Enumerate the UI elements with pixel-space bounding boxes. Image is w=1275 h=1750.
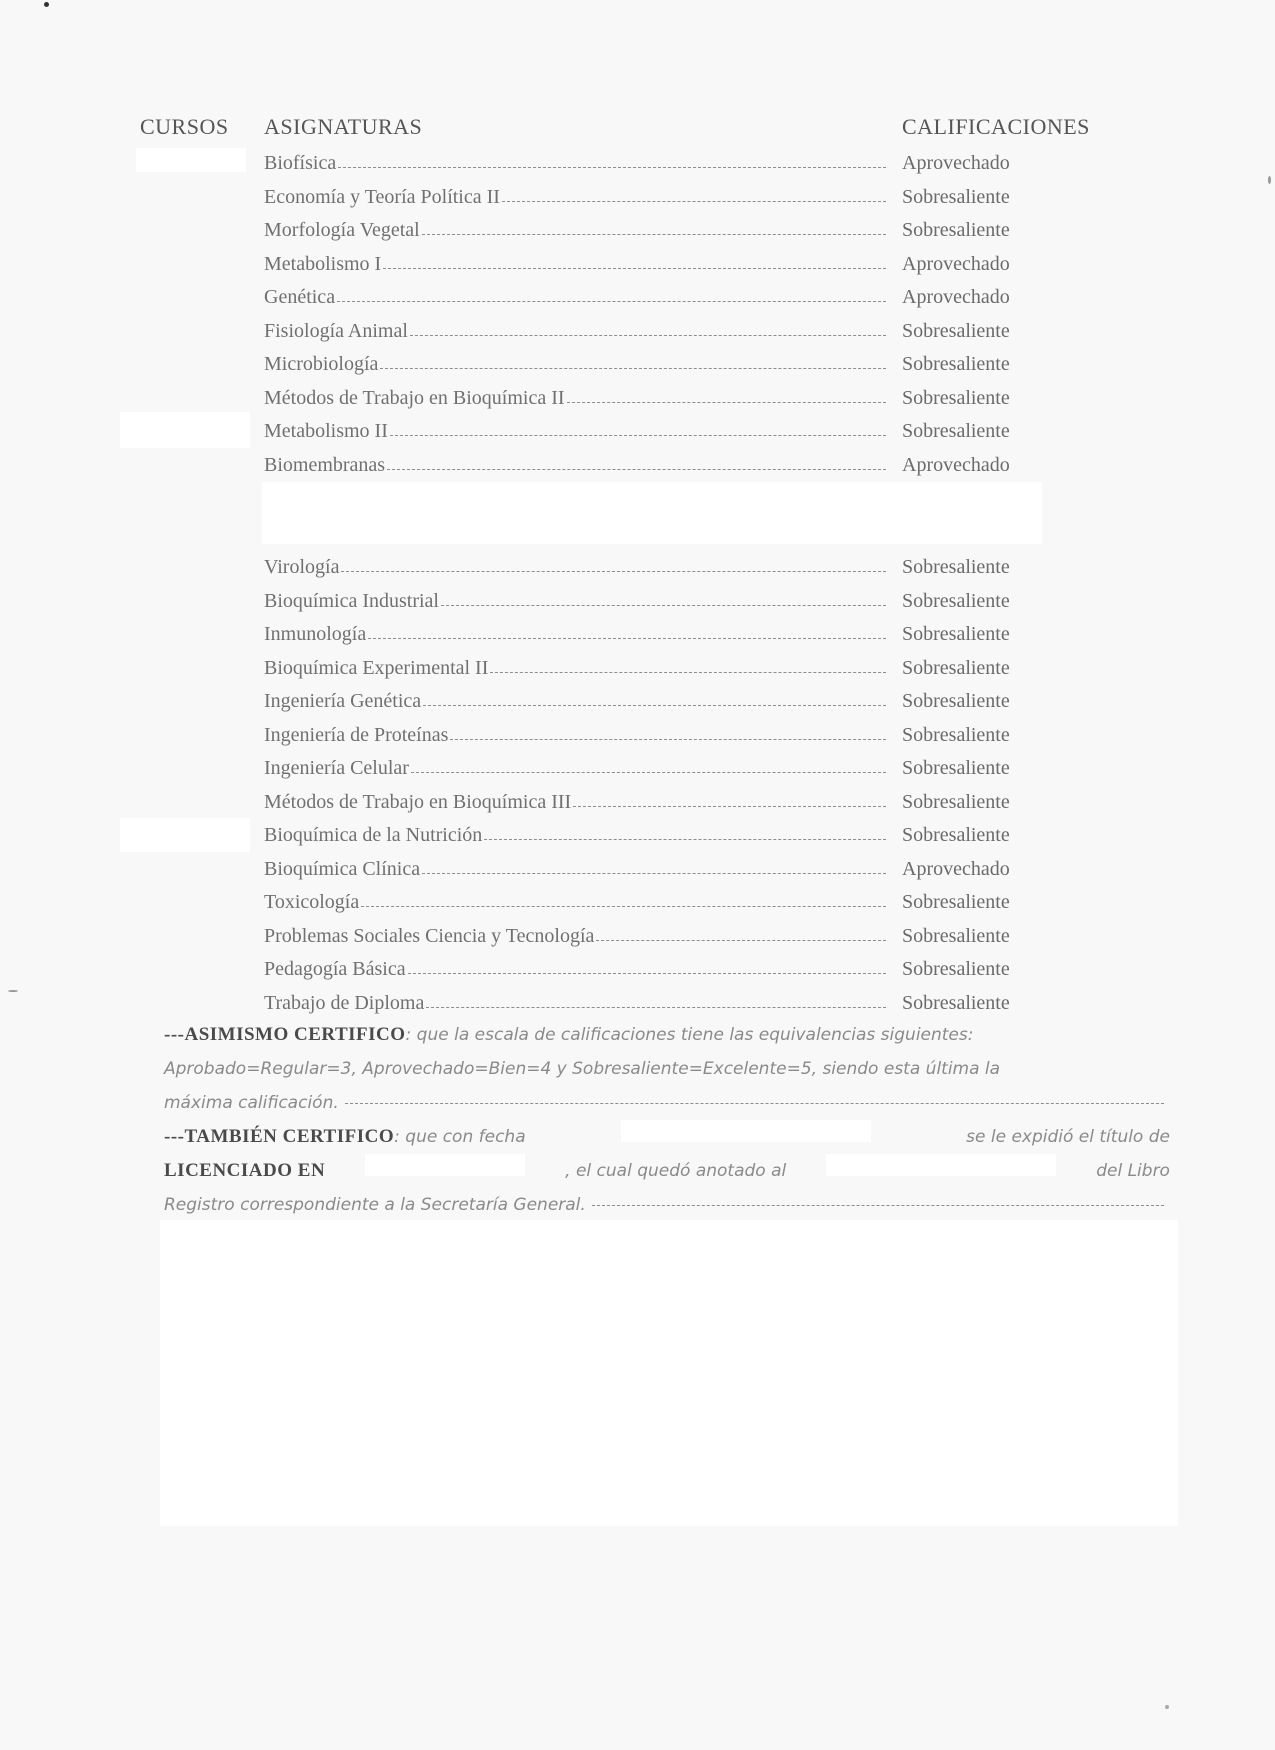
subject-grade: Sobresaliente (902, 386, 1010, 409)
subject-name: Fisiología Animal (264, 319, 408, 342)
subject-row (264, 219, 1064, 245)
header-calificaciones: CALIFICACIONES (902, 114, 1090, 139)
dash-leader (567, 402, 886, 403)
subject-row (264, 657, 1064, 683)
dash-leader (596, 940, 886, 941)
asimismo-prefix: --- (164, 1024, 185, 1045)
scan-speck (44, 2, 49, 7)
dash-leader (410, 335, 886, 336)
subject-grade: Aprovechado (902, 453, 1010, 476)
subject-name: Bioquímica Industrial (264, 589, 439, 612)
subject-name: Microbiología (264, 353, 379, 375)
subject-row (264, 623, 1064, 649)
subject-name: Pedagogía Básica (264, 958, 406, 980)
subject-row (264, 791, 1064, 817)
subject-name: Biofísica (264, 152, 337, 174)
subject-grade: Aprovechado (902, 152, 1010, 174)
subject-row (264, 353, 1064, 379)
subject-grade: Sobresaliente (902, 219, 1010, 241)
dash-leader (380, 368, 886, 369)
redacted-folio (826, 1154, 1056, 1176)
subject-row (264, 152, 1064, 178)
subject-name: Bioquímica Experimental II (264, 656, 489, 679)
licenciado-label: LICENCIADO EN (164, 1160, 326, 1181)
subject-row (264, 992, 1064, 1018)
subject-grade: Sobresaliente (902, 589, 1010, 612)
redacted-block (120, 818, 250, 852)
tambien-label: TAMBIÉN CERTIFICO (184, 1126, 395, 1147)
dash-leader (490, 672, 886, 673)
subject-grade: Sobresaliente (902, 656, 1010, 679)
tambien-paragraph (164, 1120, 1170, 1222)
redacted-block (262, 482, 1042, 544)
dash-leader (368, 638, 886, 639)
subject-row (264, 590, 1064, 616)
subject-name: Ingeniería Genética (264, 690, 422, 712)
subject-name: Toxicología (264, 891, 360, 913)
asimismo-text-2: Aprobado=Regular=3, Aprovechado=Bien=4 y Sobresaliente=Excelente=5, siendo esta última la (164, 1059, 1001, 1079)
dash-leader (338, 167, 886, 168)
subject-grade: Sobresaliente (902, 319, 1010, 342)
subject-name: Bioquímica de la Nutrición (264, 824, 483, 846)
redacted-date (621, 1120, 871, 1142)
dash-leader (422, 234, 886, 235)
subject-name: Trabajo de Diploma (264, 991, 425, 1014)
subject-row (264, 454, 1064, 480)
subject-name: Virología (264, 556, 340, 578)
subject-name: Metabolismo II (264, 420, 388, 442)
dash-leader (387, 469, 886, 470)
subject-row (264, 320, 1064, 346)
scan-speck (8, 990, 18, 992)
registro-text: Registro correspondiente a la Secretaría General. (164, 1195, 586, 1215)
subject-row (264, 925, 1064, 951)
asimismo-text-3: máxima calificación. (164, 1093, 339, 1113)
subject-row (264, 253, 1064, 279)
subject-name: Metabolismo I (264, 252, 382, 275)
subject-row (264, 757, 1064, 783)
subject-name: Ingeniería Celular (264, 757, 409, 779)
subject-name: Genética (264, 286, 336, 308)
redacted-block (136, 148, 246, 172)
subject-grade: Sobresaliente (902, 353, 1010, 375)
licenciado-text-2: del Libro (1096, 1161, 1170, 1181)
subject-row (264, 891, 1064, 917)
asimismo-paragraph (164, 1018, 1170, 1120)
dash-leader (573, 806, 886, 807)
header-cursos: CURSOS (140, 114, 229, 139)
subject-grade: Sobresaliente (902, 723, 1010, 746)
tambien-text-2: se le expidió el título de (966, 1127, 1170, 1147)
dash-leader (411, 772, 886, 773)
subject-name: Inmunología (264, 623, 367, 645)
dash-leader (341, 571, 886, 572)
dash-leader (502, 201, 886, 202)
subject-row (264, 186, 1064, 212)
subject-grade: Aprovechado (902, 857, 1010, 880)
subject-name: Ingeniería de Proteínas (264, 723, 449, 746)
dash-leader (390, 435, 886, 436)
dash-leader (450, 739, 886, 740)
subject-grade: Sobresaliente (902, 891, 1010, 913)
dash-leader (337, 301, 886, 302)
subject-name: Bioquímica Clínica (264, 857, 421, 880)
subject-grade: Sobresaliente (902, 623, 1010, 645)
subject-grade: Sobresaliente (902, 185, 1010, 208)
subject-row (264, 958, 1064, 984)
asimismo-text-1: : que la escala de calificaciones tiene las equivalencias siguientes: (405, 1025, 974, 1045)
subject-row (264, 420, 1064, 446)
subject-grade: Sobresaliente (902, 690, 1010, 712)
subject-name: Problemas Sociales Ciencia y Tecnología (264, 924, 595, 947)
subject-grade: Sobresaliente (902, 958, 1010, 980)
dash-leader (423, 705, 886, 706)
dash-leader (345, 1103, 1164, 1104)
dash-leader (441, 605, 886, 606)
header-asignaturas: ASIGNATURAS (264, 114, 423, 139)
subject-grade: Sobresaliente (902, 556, 1010, 578)
scan-speck (1165, 1705, 1169, 1709)
subject-row (264, 690, 1064, 716)
subject-grade: Sobresaliente (902, 790, 1010, 813)
dash-leader (484, 839, 886, 840)
subject-grade: Aprovechado (902, 252, 1010, 275)
subject-row (264, 824, 1064, 850)
asimismo-label: ASIMISMO CERTIFICO (184, 1024, 406, 1045)
subject-row (264, 387, 1064, 413)
subject-name: Economía y Teoría Política II (264, 185, 500, 208)
dash-leader (592, 1205, 1164, 1206)
subject-name: Métodos de Trabajo en Bioquímica III (264, 790, 572, 813)
subject-grade: Sobresaliente (902, 991, 1010, 1014)
redacted-block (160, 1220, 1178, 1526)
subject-name: Morfología Vegetal (264, 219, 420, 241)
subject-grade: Sobresaliente (902, 924, 1010, 947)
subject-row (264, 724, 1064, 750)
tambien-prefix: --- (164, 1126, 185, 1147)
dash-leader (361, 906, 886, 907)
redacted-degree (365, 1154, 525, 1176)
licenciado-text-1: , el cual quedó anotado al (565, 1161, 787, 1181)
tambien-text-1: : que con fecha (394, 1127, 526, 1147)
subject-grade: Sobresaliente (902, 757, 1010, 779)
subject-grade: Sobresaliente (902, 824, 1010, 846)
subject-row (264, 286, 1064, 312)
dash-leader (408, 973, 886, 974)
dash-leader (422, 873, 886, 874)
subject-row (264, 556, 1064, 582)
subject-grade: Sobresaliente (902, 420, 1010, 442)
redacted-block (120, 412, 250, 448)
dash-leader (383, 268, 886, 269)
subject-row (264, 858, 1064, 884)
subject-name: Métodos de Trabajo en Bioquímica II (264, 386, 565, 409)
subject-name: Biomembranas (264, 453, 386, 476)
subject-grade: Aprovechado (902, 286, 1010, 308)
dash-leader (426, 1007, 886, 1008)
scan-speck (1268, 176, 1271, 184)
